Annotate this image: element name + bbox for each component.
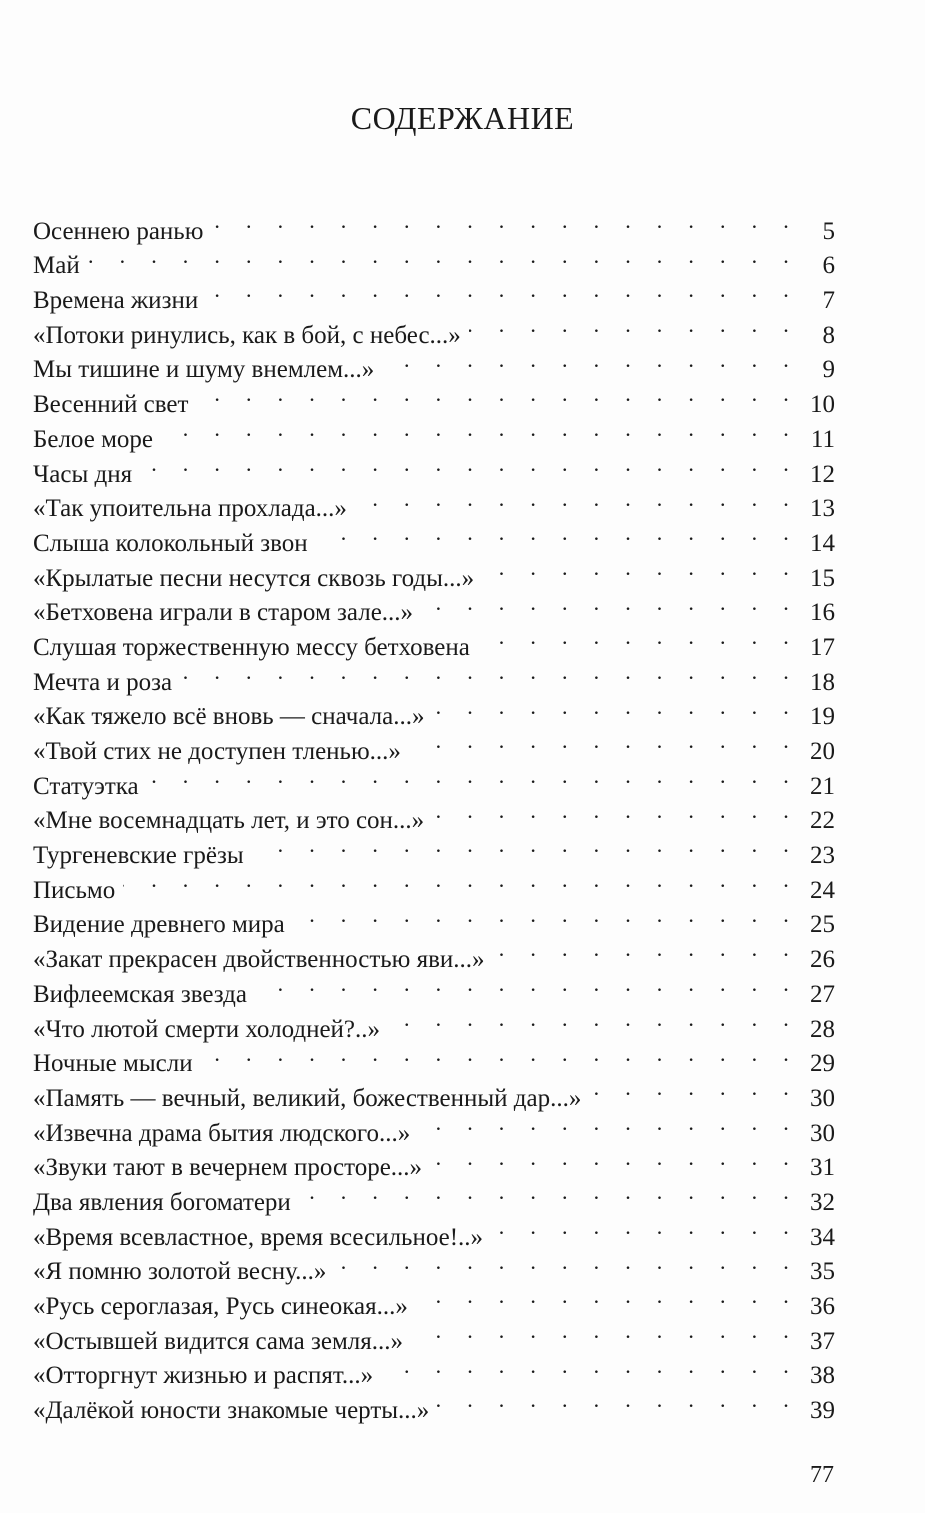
toc-entry-title: «Бетховена играли в старом зале...» <box>33 596 421 631</box>
dot-leader <box>418 1106 799 1141</box>
toc-entry-page: 31 <box>799 1151 835 1186</box>
dot-leader <box>206 273 799 308</box>
dot-leader <box>493 932 799 967</box>
toc-entry-title: «Далёкой юности знакомые черты...» <box>33 1394 437 1429</box>
dot-leader <box>432 794 799 829</box>
toc-entry-title: Слыша колокольный звон <box>33 527 316 562</box>
dot-leader <box>411 1314 799 1349</box>
toc-entry <box>33 273 835 315</box>
toc-entry-page: 30 <box>799 1082 835 1117</box>
toc-entry-title: Белое море <box>33 423 161 458</box>
toc-entry-title: Ночные мысли <box>33 1047 201 1082</box>
dot-leader <box>140 447 799 482</box>
toc-entry-page: 8 <box>799 319 835 354</box>
toc-entry-page: 26 <box>799 943 835 978</box>
dot-leader <box>478 620 799 655</box>
toc-entry <box>33 482 835 523</box>
dot-leader <box>88 239 799 274</box>
toc-entry-title: Тургеневские грёзы <box>33 839 252 874</box>
toc-entry-title: Два явления богоматери <box>33 1186 299 1221</box>
toc-entry-title: «Мне восемнадцать лет, и это сон...» <box>33 804 432 839</box>
toc-entry <box>33 794 835 835</box>
toc-entry-page: 28 <box>799 1013 835 1048</box>
toc-entry-page: 32 <box>799 1186 835 1221</box>
toc-entry-title: «Время всевластное, время всесильное!..» <box>33 1221 491 1256</box>
toc-entry-title: «Крылатые песни несутся сквозь годы...» <box>33 562 482 597</box>
toc-entry <box>33 239 835 280</box>
dot-leader <box>355 482 799 517</box>
dot-leader <box>381 1349 799 1384</box>
dot-leader <box>255 967 799 1002</box>
dot-leader <box>316 516 799 551</box>
toc-entry-page: 36 <box>799 1290 835 1325</box>
dot-leader <box>293 898 799 933</box>
page-title: СОДЕРЖАНИЕ <box>350 100 575 136</box>
dot-leader <box>491 1210 799 1245</box>
table-of-contents <box>33 204 835 1425</box>
page-number: 77 <box>810 1462 834 1488</box>
dot-leader <box>416 1279 799 1314</box>
dot-leader <box>409 724 799 759</box>
toc-entry-title: «Остывшей видится сама земля...» <box>33 1325 411 1360</box>
toc-entry-title: Вифлеемская звезда <box>33 978 255 1013</box>
toc-entry-page: 21 <box>799 770 835 805</box>
dot-leader <box>388 1002 799 1037</box>
toc-entry-page: 39 <box>799 1394 835 1429</box>
dot-leader <box>437 1383 799 1418</box>
dot-leader <box>382 343 799 378</box>
toc-entry-page: 37 <box>799 1325 835 1360</box>
toc-entry-page: 15 <box>799 562 835 597</box>
toc-entry-page: 38 <box>799 1359 835 1394</box>
toc-entry-title: «Твой стих не доступен тленью...» <box>33 735 409 770</box>
toc-entry-page: 6 <box>799 249 835 284</box>
dot-leader <box>180 655 799 690</box>
toc-entry-title: Слушая торжественную мессу бетховена <box>33 631 478 666</box>
toc-entry <box>33 759 835 800</box>
toc-entry-page: 12 <box>799 458 835 493</box>
toc-entry-title: «Русь сероглазая, Русь синеокая...» <box>33 1290 416 1325</box>
toc-entry-title: «Как тяжело всё вновь — сначала...» <box>33 700 432 735</box>
toc-entry-title: Осеннею ранью <box>33 215 211 250</box>
dot-leader <box>432 690 799 725</box>
toc-entry-title: Времена жизни <box>33 284 206 319</box>
toc-entry-page: 14 <box>799 527 835 562</box>
dot-leader <box>211 204 799 239</box>
toc-entry-page: 10 <box>799 388 835 423</box>
toc-entry-title: «Так упоительна прохлада...» <box>33 492 355 527</box>
toc-entry-title: Мечта и роза <box>33 666 180 701</box>
toc-entry-title: Часы дня <box>33 458 140 493</box>
toc-entry-page: 13 <box>799 492 835 527</box>
toc-entry-page: 30 <box>799 1117 835 1152</box>
toc-entry-title: «Память — вечный, великий, божественный дар...» <box>33 1082 589 1117</box>
toc-entry-page: 35 <box>799 1255 835 1290</box>
toc-entry-title: Мы тишине и шуму внемлем...» <box>33 353 382 388</box>
toc-entry-title: «Я помню золотой весну...» <box>33 1255 334 1290</box>
toc-entry-title: Видение древнего мира <box>33 908 293 943</box>
dot-leader <box>469 308 799 343</box>
dot-leader <box>123 863 799 898</box>
toc-entry-title: Май <box>33 249 88 284</box>
toc-entry-page: 18 <box>799 666 835 701</box>
toc-entry-title: «Извечна драма бытия людского...» <box>33 1117 418 1152</box>
toc-entry-page: 24 <box>799 874 835 909</box>
toc-entry-title: «Отторгнут жизнью и распят...» <box>33 1359 381 1394</box>
dot-leader <box>196 377 799 412</box>
dot-leader <box>201 1037 799 1072</box>
toc-entry-title: Письмо <box>33 874 123 909</box>
dot-leader <box>299 1175 799 1210</box>
dot-leader <box>334 1245 799 1280</box>
dot-leader <box>161 412 799 447</box>
toc-entry-title: «Звуки тают в вечернем просторе...» <box>33 1151 430 1186</box>
dot-leader <box>589 1071 799 1106</box>
toc-entry <box>33 898 835 939</box>
toc-entry-title: Весенний свет <box>33 388 196 423</box>
toc-entry-page: 17 <box>799 631 835 666</box>
toc-entry <box>33 447 835 488</box>
toc-entry-title: «Потоки ринулись, как в бой, с небес...» <box>33 319 469 354</box>
dot-leader <box>430 1141 799 1176</box>
toc-entry <box>33 204 835 245</box>
toc-entry-page: 34 <box>799 1221 835 1256</box>
toc-entry-title: «Закат прекрасен двойственностью яви...» <box>33 943 493 978</box>
dot-leader <box>421 586 799 621</box>
toc-entry <box>33 863 835 904</box>
toc-entry-page: 9 <box>799 353 835 388</box>
toc-entry-page: 27 <box>799 978 835 1013</box>
toc-entry-page: 23 <box>799 839 835 874</box>
dot-leader <box>147 759 799 794</box>
toc-entry-page: 20 <box>799 735 835 770</box>
dot-leader <box>482 551 799 586</box>
toc-entry-page: 19 <box>799 700 835 735</box>
toc-entry-page: 5 <box>799 215 835 250</box>
dot-leader <box>252 828 799 863</box>
toc-entry-page: 29 <box>799 1047 835 1082</box>
toc-entry-page: 22 <box>799 804 835 839</box>
toc-entry-title: «Что лютой смерти холодней?..» <box>33 1013 388 1048</box>
toc-entry-page: 7 <box>799 284 835 319</box>
toc-entry-page: 25 <box>799 908 835 943</box>
toc-entry-page: 11 <box>799 423 835 458</box>
toc-entry-page: 16 <box>799 596 835 631</box>
toc-entry-title: Статуэтка <box>33 770 147 805</box>
